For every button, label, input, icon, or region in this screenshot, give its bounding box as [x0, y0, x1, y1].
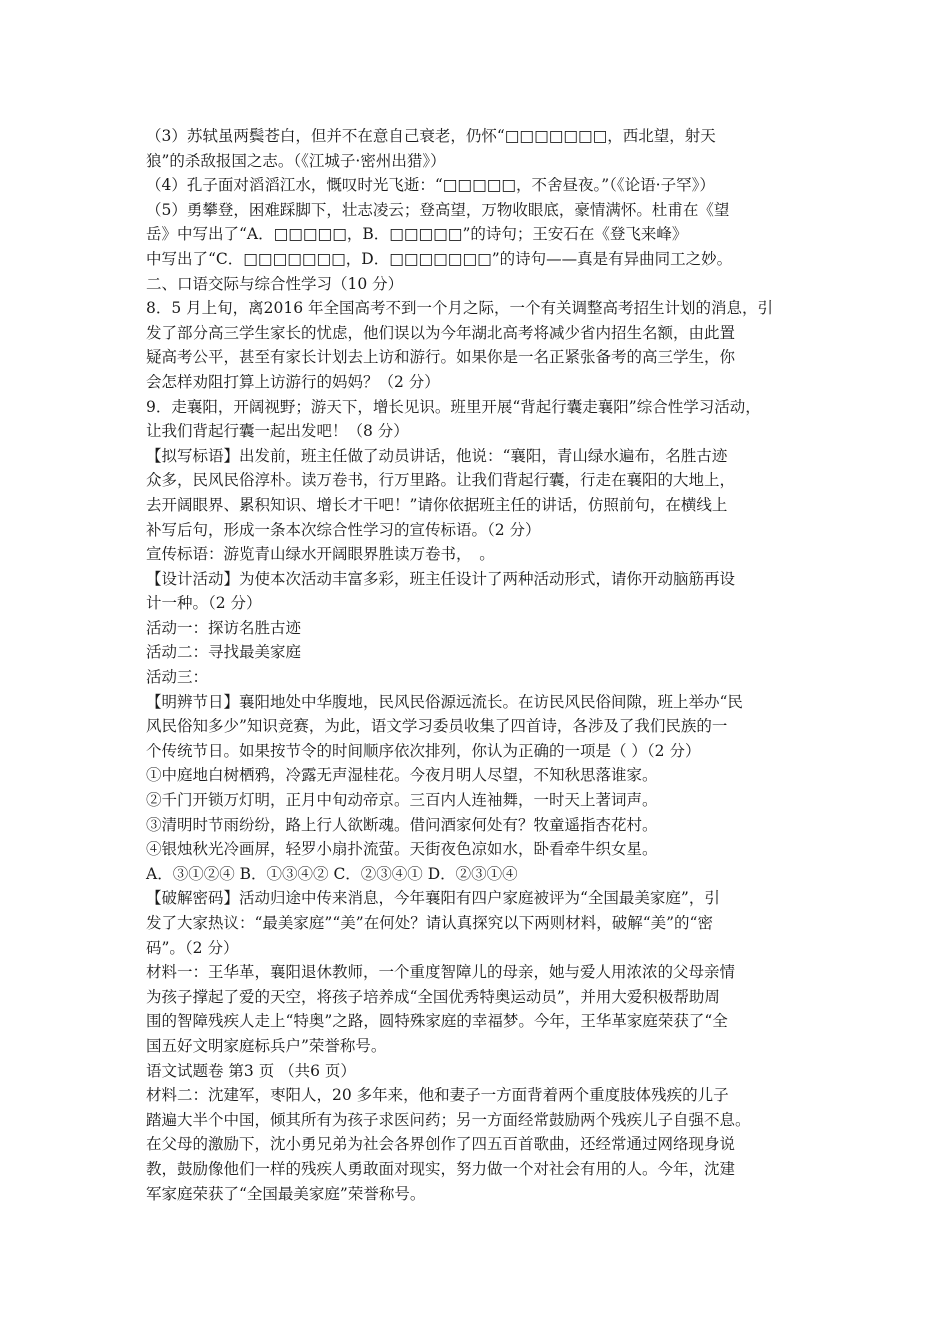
text-line: 风民俗知多少”知识竞赛，为此，语文学习委员收集了四首诗，各涉及了我们民族的一 [146, 717, 728, 736]
text-line: 【破解密码】活动归途中传来消息，今年襄阳有四户家庭被评为“全国最美家庭”，引 [146, 889, 720, 908]
activity-item: 活动一：探访名胜古迹 [146, 618, 302, 637]
text-line: 去开阔眼界、累积知识、增长才干吧！”请你依据班主任的讲话，仿照前句，在横线上 [146, 495, 728, 514]
text-line: 为孩子撑起了爱的天空，将孩子培养成“全国优秀特奥运动员”，并用大爱积极帮助周 [146, 987, 720, 1006]
page-footer: 语文试题卷 第3 页 （共6 页） [146, 1061, 356, 1080]
poem-line: ③清明时节雨纷纷，路上行人欲断魂。借问酒家何处有？牧童遥指杏花村。 [146, 815, 658, 834]
text-line: 【设计活动】为使本次活动丰富多彩，班主任设计了两种活动形式，请你开动脑筋再设 [146, 569, 736, 588]
text-line: 【拟写标语】出发前，班主任做了动员讲话，他说：“襄阳，青山绿水遍布，名胜古迹 [146, 446, 728, 465]
text-line: 围的智障残疾人走上“特奥”之路，圆特殊家庭的幸福梦。今年，王华革家庭荣获了“全 [146, 1012, 728, 1031]
text-line: 军家庭荣获了“全国最美家庭”荣誉称号。 [146, 1184, 426, 1203]
text-line: 岳》中写出了“A．□□□□□，B．□□□□□”的诗句；王安石在《登飞来峰》 [146, 225, 688, 244]
text-line: 码”。（2 分） [146, 938, 239, 957]
text-line: 【明辨节日】襄阳地处中华腹地，民风民俗源远流长。在访民风民俗间隙，班上举办“民 [146, 692, 743, 711]
text-line: 踏遍大半个中国，倾其所有为孩子求医问药；另一方面经常鼓励两个残疾儿子自强不息。 [146, 1110, 751, 1129]
text-line: 中写出了“C．□□□□□□□，D．□□□□□□□”的诗句——真是有异曲同工之妙。 [146, 249, 733, 268]
text-line: 国五好文明家庭标兵户”荣誉称号。 [146, 1036, 387, 1055]
question-9: 9．走襄阳，开阔视野；游天下，增长见识。班里开展“背起行囊走襄阳”综合性学习活动， [146, 397, 761, 416]
text-line: 计一种。（2 分） [146, 594, 262, 613]
section-heading: 二、口语交际与综合性学习（10 分） [146, 274, 404, 293]
material-two: 材料二：沈建军，枣阳人，20 多年来，他和妻子一方面背着两个重度肢体残疾的儿子 [146, 1086, 729, 1105]
text-line: 众多，民风民俗淳朴。读万卷书，行万里路。让我们背起行囊，行走在襄阳的大地上， [146, 471, 736, 490]
text-line: 教，鼓励像他们一样的残疾人勇敢面对现实，努力做一个对社会有用的人。今年，沈建 [146, 1159, 736, 1178]
poem-line: ①中庭地白树栖鸦，冷露无声湿桂花。今夜月明人尽望，不知秋思落谁家。 [146, 766, 658, 785]
text-line: 让我们背起行囊一起出发吧！（8 分） [146, 422, 409, 441]
poem-line: ②千门开锁万灯明，正月中旬动帝京。三百内人连袖舞，一时天上著词声。 [146, 791, 658, 810]
text-line: （4）孔子面对滔滔江水，慨叹时光飞逝：“□□□□□，不舍昼夜。”（《论语·子罕》） [146, 176, 715, 195]
text-line: 发了大家热议：“最美家庭”“美”在何处？请认真探究以下两则材料，破解“美”的“密 [146, 914, 713, 932]
activity-item: 活动二：寻找最美家庭 [146, 643, 302, 662]
text-line: 会怎样劝阻打算上访游行的妈妈？（2 分） [146, 372, 440, 391]
material-one: 材料一：王华革，襄阳退休教师，一个重度智障儿的母亲，她与爱人用浓浓的父母亲情 [146, 963, 736, 982]
document-page [146, 124, 826, 1206]
text-line: 在父母的激励下，沈小勇兄弟为社会各界创作了四五百首歌曲，还经常通过网络现身说 [146, 1135, 736, 1154]
text-line: （5）勇攀登，困难踩脚下，壮志凌云；登高望，万物收眼底，豪情满怀。杜甫在《望 [146, 200, 730, 219]
text-line: 补写后句，形成一条本次综合性学习的宣传标语。（2 分） [146, 520, 541, 539]
answer-options: A．③①②④ B．①③④② C．②③④① D．②③①④ [146, 864, 518, 883]
slogan-line: 宣传标语：游览青山绿水开阔眼界胜读万卷书， 。 [146, 545, 495, 564]
text-line: 发了部分高三学生家长的忧虑，他们误以为今年湖北高考将减少省内招生名额，由此置 [146, 323, 736, 342]
text-line: 疑高考公平，甚至有家长计划去上访和游行。如果你是一名正紧张备考的高三学生，你 [146, 348, 736, 367]
poem-line: ④银烛秋光冷画屏，轻罗小扇扑流萤。天街夜色凉如水，卧看牵牛织女星。 [146, 840, 658, 859]
question-8: 8．5 月上旬，离2016 年全国高考不到一个月之际，一个有关调整高考招生计划的消息，引 [146, 299, 774, 318]
text-line: 个传统节日。如果按节令的时间顺序依次排列，你认为正确的一项是（ ）（2 分） [146, 741, 701, 760]
activity-item: 活动三： [146, 668, 209, 687]
text-line: （3）苏轼虽两鬓苍白，但并不在意自己衰老，仍怀“□□□□□□□，西北望，射天 [146, 127, 716, 145]
text-line: 狼”的杀敌报国之志。（《江城子·密州出猎》） [146, 151, 446, 170]
